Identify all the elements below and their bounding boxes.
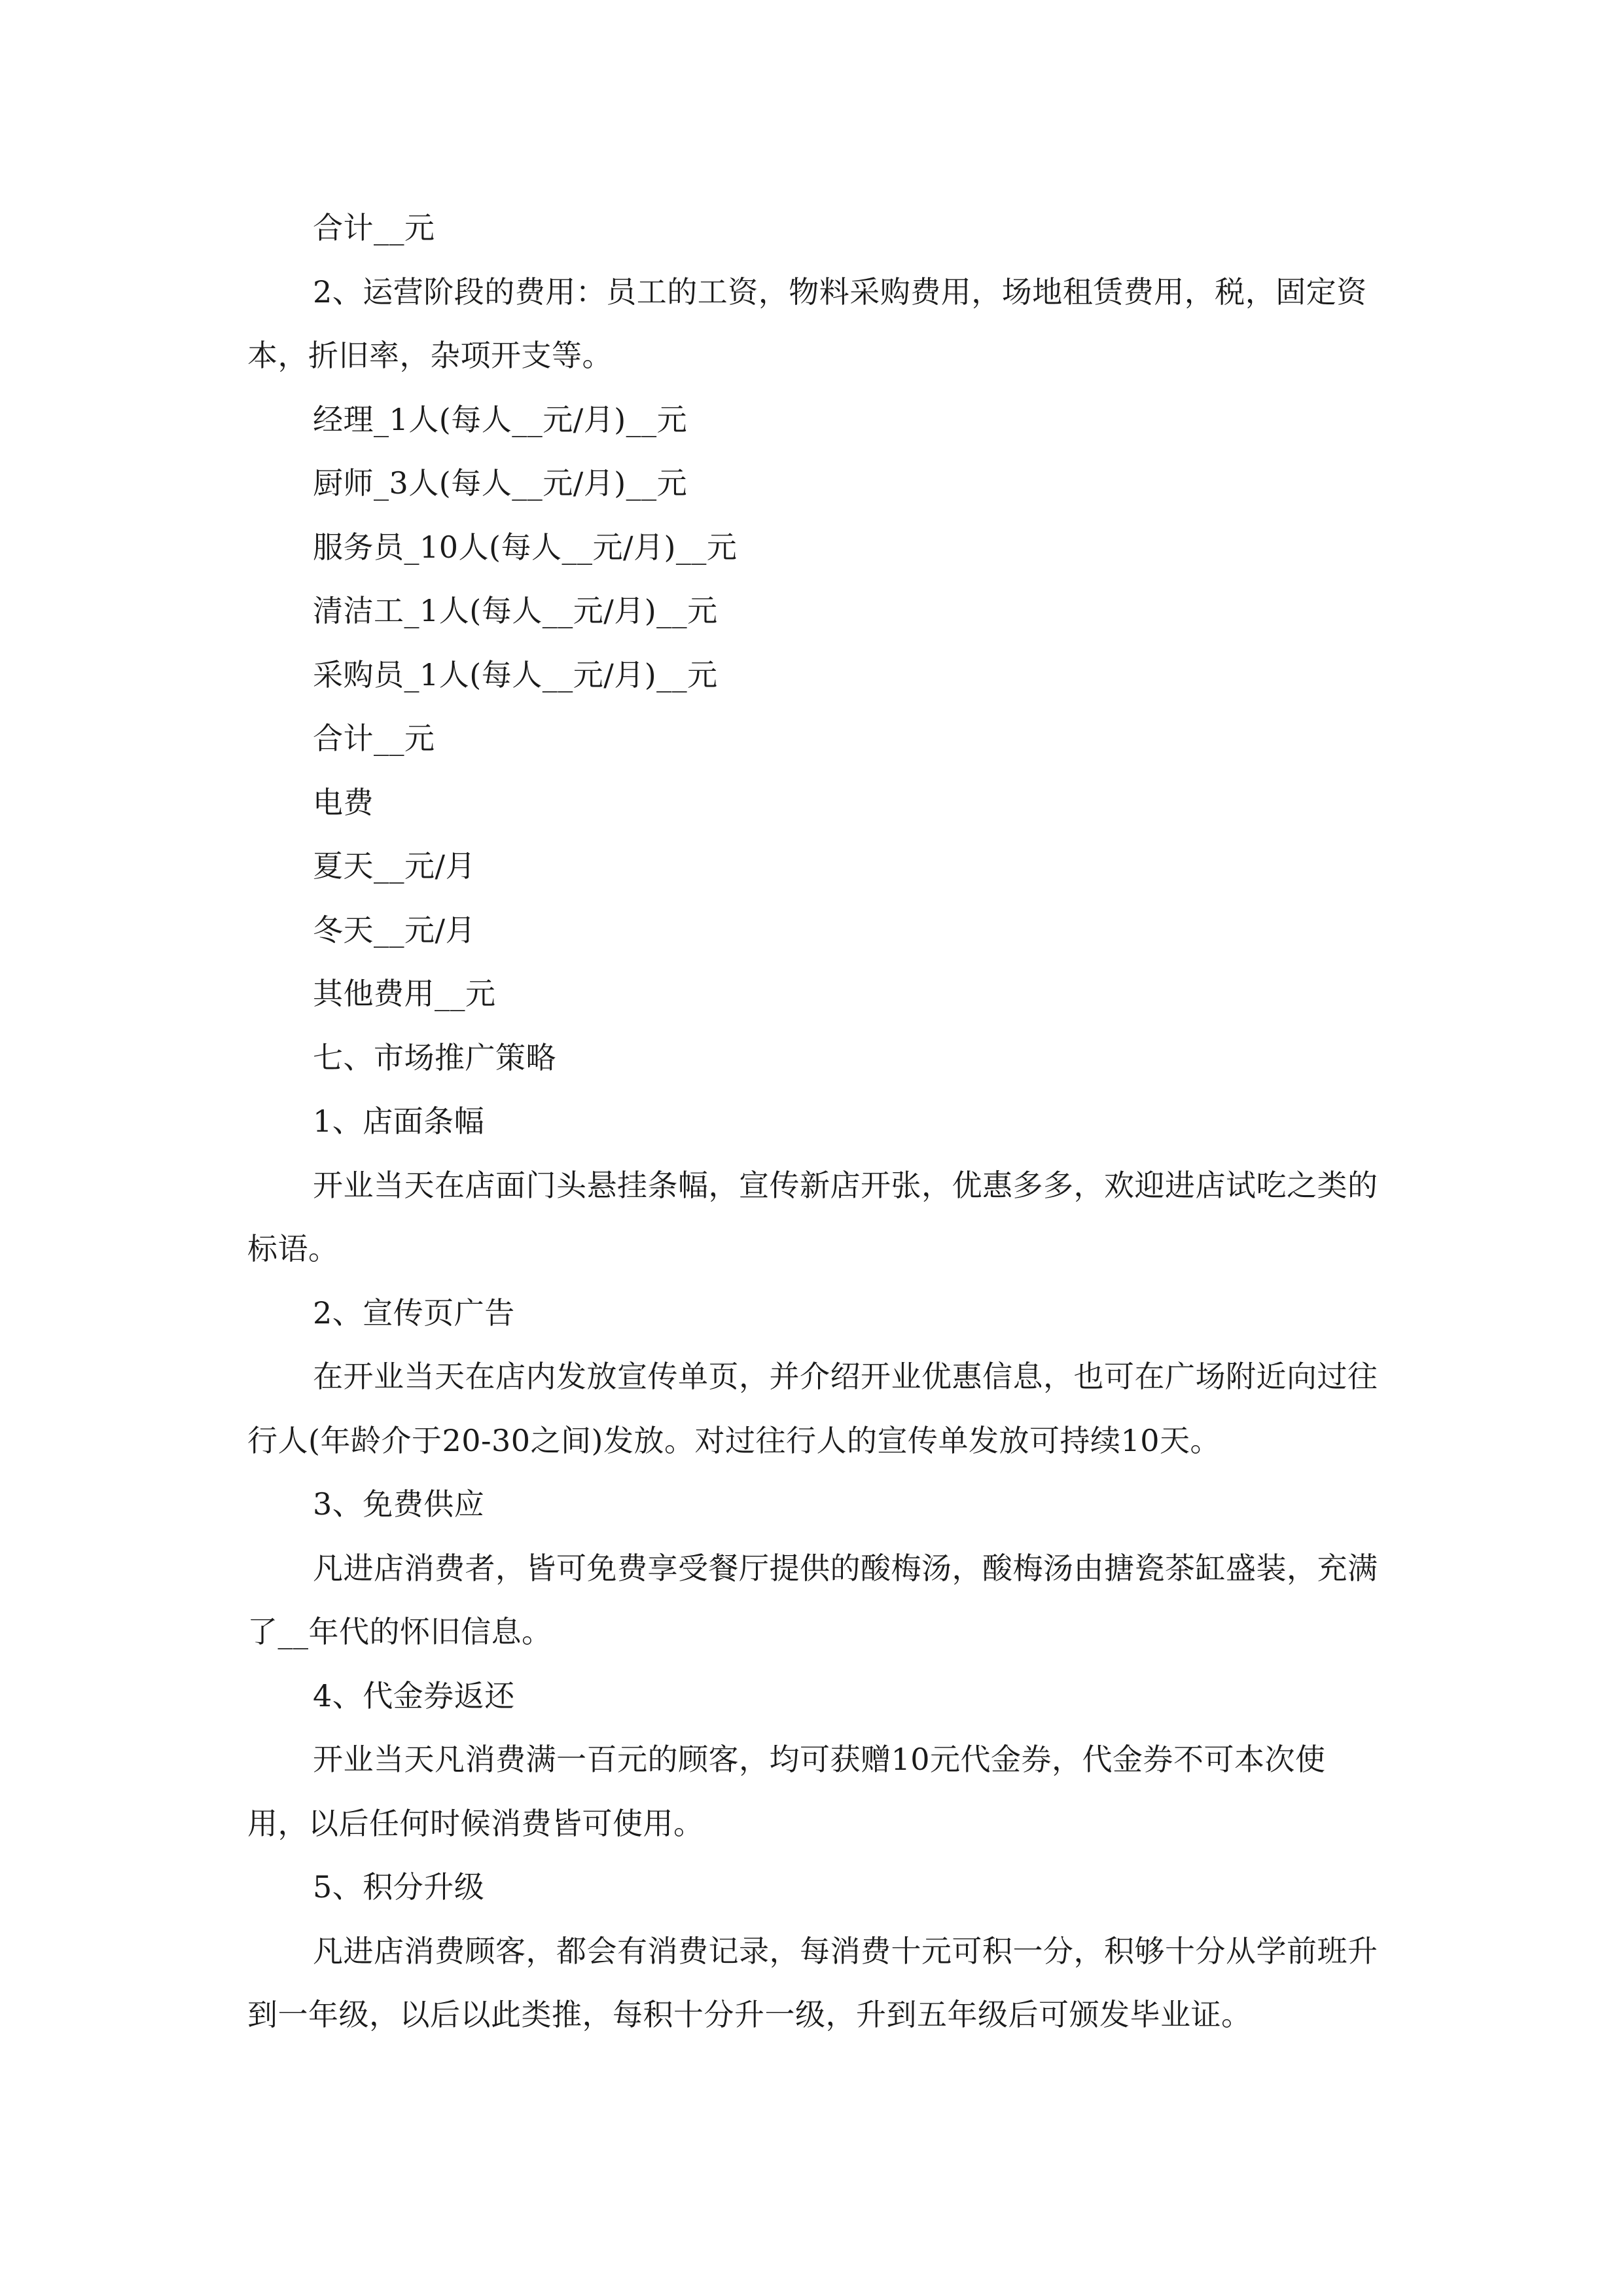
cleaner-salary-line: 清洁工_1人(每人__元/月)__元 (313, 593, 718, 628)
winter-electricity-line: 冬天__元/月 (313, 912, 476, 948)
subheading-free-offer: 3、免费供应 (313, 1486, 485, 1522)
subheading-voucher: 4、代金券返还 (313, 1677, 515, 1713)
other-costs-line: 其他费用__元 (313, 976, 496, 1011)
free-offer-paragraph: 凡进店消费者，皆可免费享受餐厅提供的酸梅汤，酸梅汤由搪瓷茶缸盛装，充满了__年代的怀旧信息。 (247, 1550, 1378, 1649)
voucher-paragraph: 开业当天凡消费满一百元的顾客，均可获赠10元代金券，代金券不可本次使用，以后任何时候消费皆可使用。 (247, 1742, 1326, 1841)
subheading-banner: 1、店面条幅 (313, 1103, 485, 1139)
chef-salary-line: 厨师_3人(每人__元/月)__元 (313, 465, 688, 501)
banner-paragraph: 开业当天在店面门头悬挂条幅，宣传新店开张，优惠多多，欢迎进店试吃之类的标语。 (247, 1167, 1378, 1266)
subheading-points: 5、积分升级 (313, 1869, 485, 1905)
document-body (247, 196, 1386, 2047)
buyer-salary-line: 采购员_1人(每人__元/月)__元 (313, 656, 718, 692)
section-heading-marketing: 七、市场推广策略 (313, 1039, 556, 1075)
salary-total-line: 合计__元 (313, 721, 435, 756)
subheading-flyer: 2、宣传页广告 (313, 1295, 515, 1331)
operating-costs-paragraph: 2、运营阶段的费用：员工的工资，物料采购费用，场地租赁费用，税，固定资本，折旧率，杂项开支等。 (247, 274, 1367, 373)
flyer-paragraph: 在开业当天在店内发放宣传单页，并介绍开业优惠信息，也可在广场附近向过往行人(年龄介于20-30之间)发放。对过往行人的宣传单发放可持续10天。 (247, 1359, 1378, 1458)
subtotal-line: 合计__元 (313, 210, 435, 245)
electricity-heading: 电费 (313, 784, 374, 820)
waiter-salary-line: 服务员_10人(每人__元/月)__元 (313, 529, 738, 565)
summer-electricity-line: 夏天__元/月 (313, 848, 476, 884)
points-paragraph: 凡进店消费顾客，都会有消费记录，每消费十元可积一分，积够十分从学前班升到一年级，以后以此类推，每积十分升一级，升到五年级后可颁发毕业证。 (247, 1933, 1378, 2032)
manager-salary-line: 经理_1人(每人__元/月)__元 (313, 401, 688, 437)
